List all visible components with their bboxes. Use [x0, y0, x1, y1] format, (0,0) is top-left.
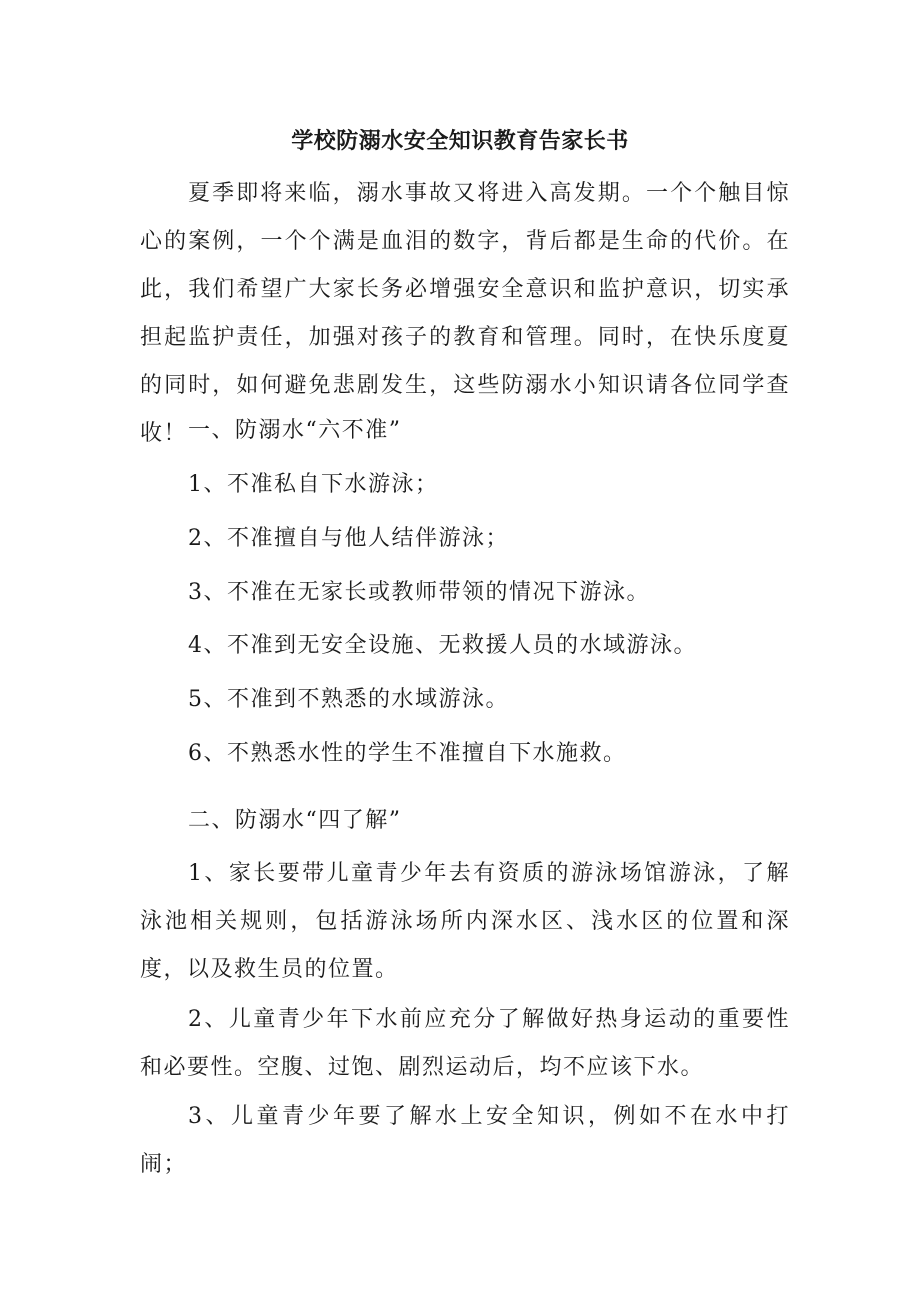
- section1-item-3: 3、不准在无家长或教师带领的情况下游泳。: [188, 580, 650, 605]
- section2-item-1: 1、家长要带儿童青少年去有资质的游泳场馆游泳，了解泳池相关规则，包括游泳场所内深水区、浅水区的位置和深度，以及救生员的位置。: [140, 861, 790, 982]
- document-title: 学校防溺水安全知识教育告家长书: [291, 129, 629, 154]
- section2-heading: 二、防溺水“四了解”: [188, 808, 402, 833]
- section1-heading: 一、防溺水“六不准”: [188, 418, 402, 443]
- section2-item-2: 2、儿童青少年下水前应充分了解做好热身运动的重要性和必要性。空腹、过饱、剧烈运动后，均不应该下水。: [140, 1007, 790, 1080]
- intro-paragraph: 夏季即将来临，溺水事故又将进入高发期。一个个触目惊心的案例，一个个满是血泪的数字，背后都是生命的代价。在此，我们希望广大家长务必增强安全意识和监护意识，切实承担起监护责任，加强对孩子的教育和管理。同时，在快乐度夏的同时，如何避免悲剧发生，这些防溺水小知识请各位同学查收！: [140, 181, 790, 446]
- section1-item-6: 6、不熟悉水性的学生不准擅自下水施救。: [188, 741, 627, 766]
- section1-item-4: 4、不准到无安全设施、无救援人员的水域游泳。: [188, 633, 697, 658]
- section1-item-2: 2、不准擅自与他人结伴游泳；: [188, 526, 509, 551]
- section1-item-1: 1、不准私自下水游泳；: [188, 472, 439, 497]
- section2-item-3: 3、儿童青少年要了解水上安全知识，例如不在水中打闹；: [140, 1104, 790, 1177]
- section1-item-5: 5、不准到不熟悉的水域游泳。: [188, 687, 509, 712]
